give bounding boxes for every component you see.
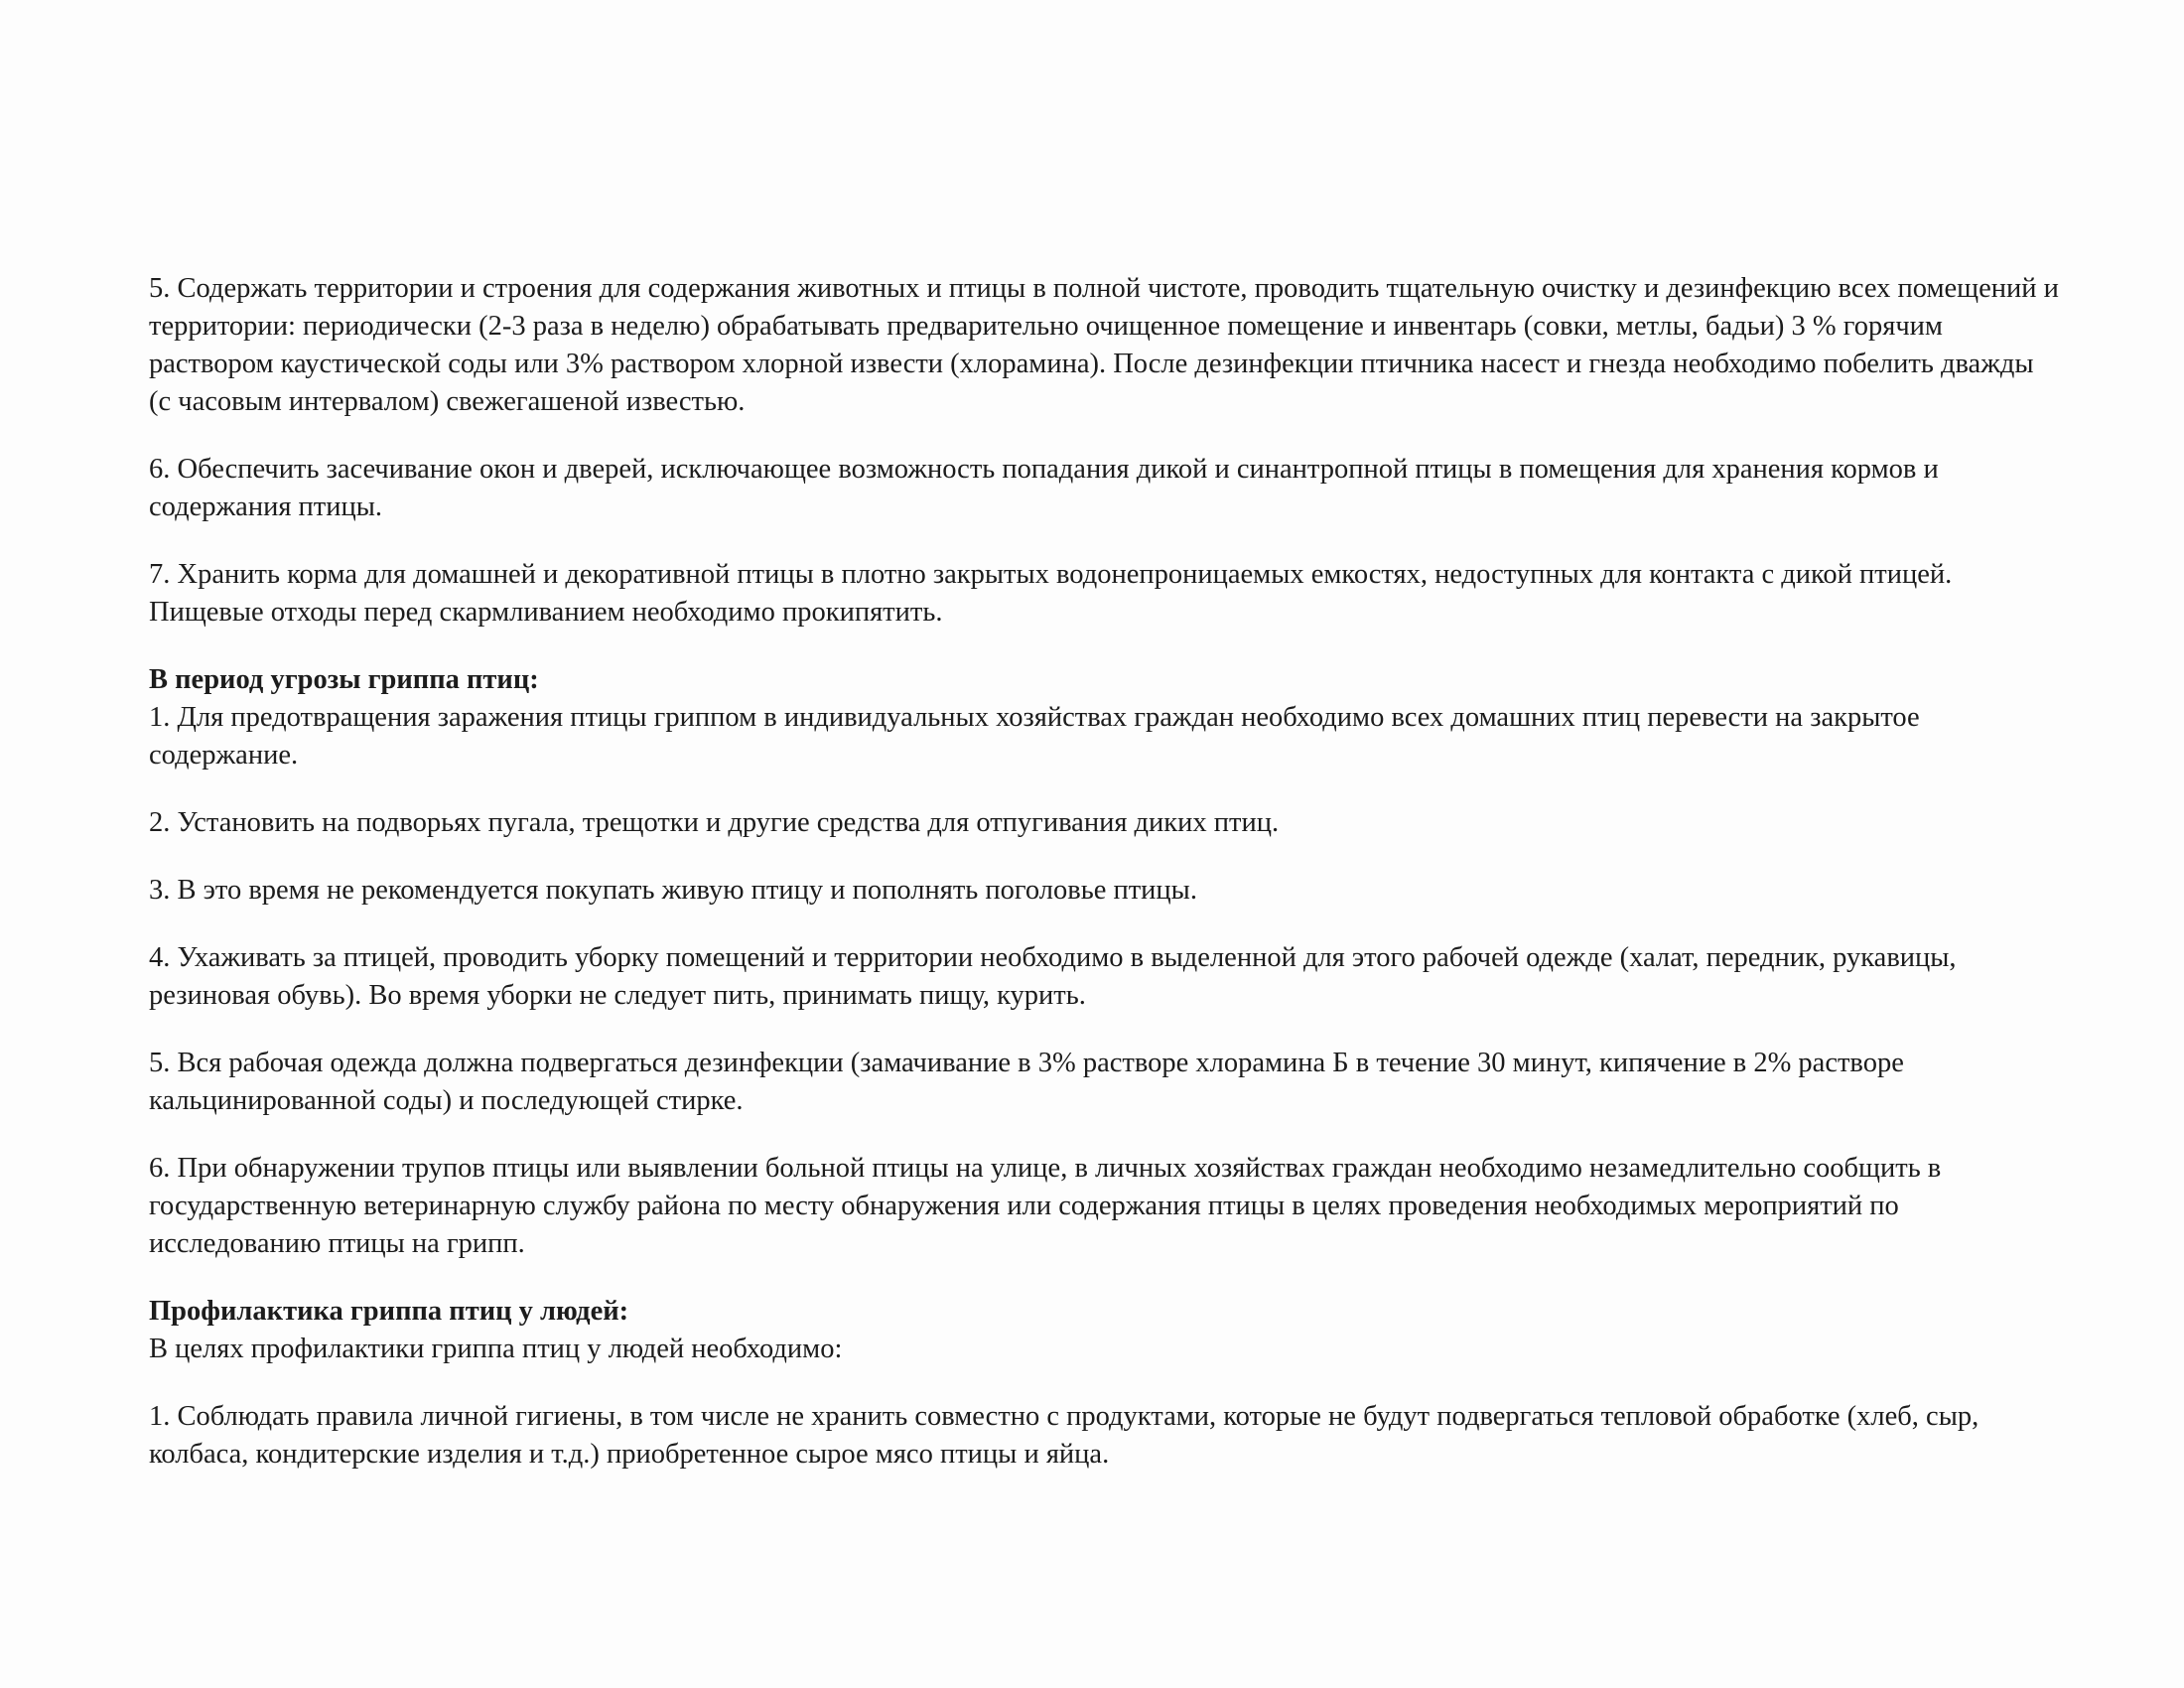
threat-paragraph-5: 5. Вся рабочая одежда должна подвергаться дезинфекции (замачивание в 3% растворе хлорамина Б в течение 30 минут, кипячение в 2% растворе кальцинированной соды) и последующей стирке.	[149, 1048, 1904, 1116]
paragraph-7-feed-storage: 7. Хранить корма для домашней и декоративной птицы в плотно закрытых водонепроницаемых емкостях, недоступных для контакта с дикой птицей. Пищевые отходы перед скармливанием необходимо прокипятить.	[149, 559, 1953, 628]
prevention-section-heading: Профилактика гриппа птиц у людей:	[149, 1296, 629, 1327]
document-body	[149, 270, 2060, 1503]
paragraph-5-cleaning: 5. Содержать территории и строения для содержания животных и птицы в полной чистоте, проводить тщательную очистку и дезинфекцию всех помещений и территории: периодически (2-3 раза в неделю) обрабатывать предварительно очищенное помещение и инвентарь (совки, метлы, бадьи) 3 % горячим раствором каустической соды или 3% раствором хлорной извести (хлорамина). После дезинфекции птичника насест и гнезда необходимо побелить дважды (с часовым интервалом) свежегашеной известью.	[149, 273, 2059, 417]
threat-paragraph-4: 4. Ухаживать за птицей, проводить уборку помещений и территории необходимо в выделенной для этого рабочей одежде (халат, передник, рукавицы, резиновая обувь). Во время уборки не следует пить, принимать пищу, курить.	[149, 942, 1957, 1011]
threat-section-heading: В период угрозы гриппа птиц:	[149, 664, 539, 695]
threat-paragraph-3: 3. В это время не рекомендуется покупать живую птицу и пополнять поголовье птицы.	[149, 875, 1197, 906]
threat-paragraph-1: 1. Для предотвращения заражения птицы гриппом в индивидуальных хозяйствах граждан необходимо всех домашних птиц перевести на закрытое содержание.	[149, 702, 1920, 771]
prevention-section-intro: В целях профилактики гриппа птиц у людей необходимо:	[149, 1334, 843, 1364]
threat-paragraph-6: 6. При обнаружении трупов птицы или выявлении больной птицы на улице, в личных хозяйствах граждан необходимо незамедлительно сообщить в государственную ветеринарную службу района по месту обнаружения или содержания птицы в целях проведения необходимых мероприятий по исследованию птицы на грипп.	[149, 1153, 1942, 1259]
threat-paragraph-2: 2. Установить на подворьях пугала, трещотки и другие средства для отпугивания диких птиц.	[149, 807, 1280, 838]
paragraph-6-window-mesh: 6. Обеспечить засечивание окон и дверей, исключающее возможность попадания дикой и синантропной птицы в помещения для хранения кормов и содержания птицы.	[149, 454, 1939, 522]
prevention-paragraph-1: 1. Соблюдать правила личной гигиены, в том числе не хранить совместно с продуктами, которые не будут подвергаться тепловой обработке (хлеб, сыр, колбаса, кондитерские изделия и т.д.) приобретенное сырое мясо птицы и яйца.	[149, 1401, 1979, 1470]
